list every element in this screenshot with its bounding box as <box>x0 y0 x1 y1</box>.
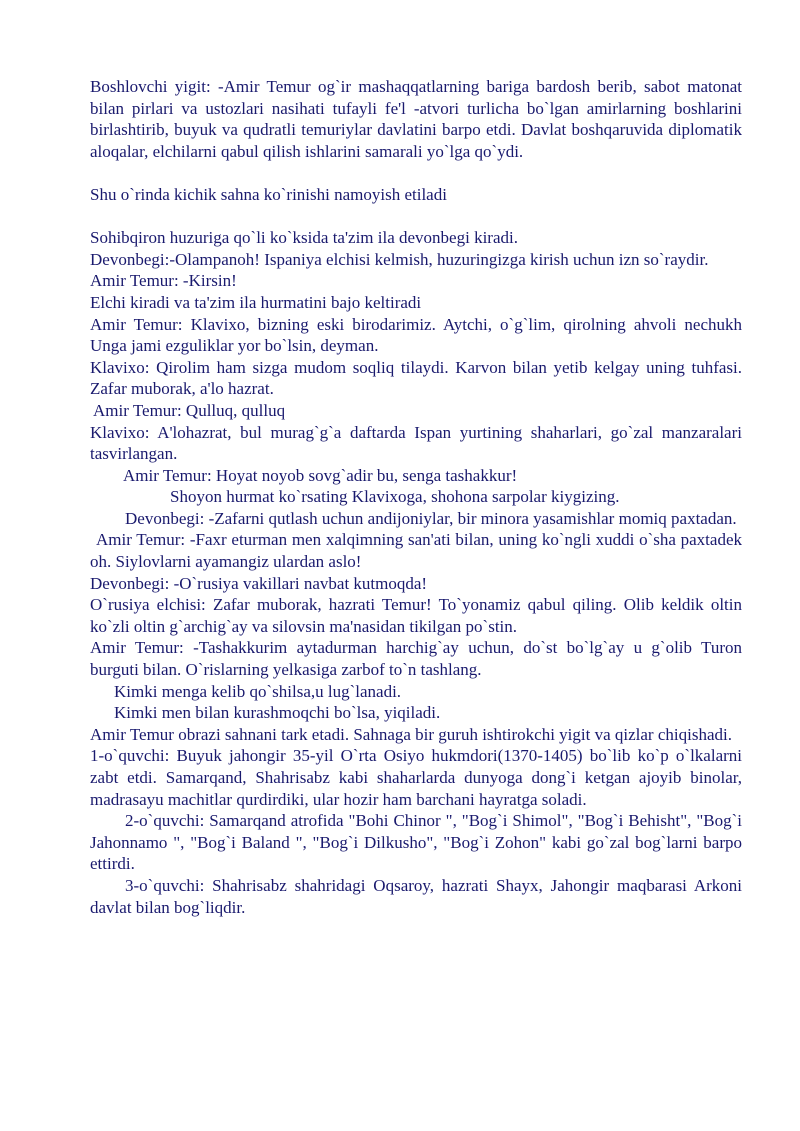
paragraph-dialogue <box>90 508 742 530</box>
spacer <box>90 162 742 184</box>
paragraph-scene-heading: Shu o`rinda kichik sahna ko`rinishi namoyish etiladi <box>90 184 447 204</box>
paragraph-stage-direction: Amir Temur obrazi sahnani tark etadi. Sahnaga bir guruh ishtirokchi yigit va qizlar chiqishadi. <box>90 724 732 744</box>
paragraph-dialogue: Shoyon hurmat ko`rsating Klavixoga, shohona sarpolar kiygizing. <box>170 487 620 507</box>
paragraph-dialogue: Klavixo: A'lohazrat, bul murag`g`a daftarda Ispan yurtining shaharlari, go`zal manzaralari tasvirlangan. <box>90 422 742 464</box>
paragraph-dialogue: Amir Temur: Qulluq, qulluq <box>93 400 286 420</box>
paragraph-text: 2-o`quvchi: Samarqand atrofida "Bohi Chinor ", "Bog`i Shimol", "Bog`i Behisht", "Bog`i Jahonnamo ", "Bog`i Baland ", "Bog`i Dilkusho", "Bog`i Zohon" kabi go`zal bog`larni barpo ettirdi. <box>90 811 742 874</box>
paragraph-stage-direction: Sohibqiron huzuriga qo`li ko`ksida ta'zim ila devonbegi kiradi. <box>90 228 518 248</box>
spacer <box>90 206 742 228</box>
paragraph-pupil-1: 1-o`quvchi: Buyuk jahongir 35-yil O`rta Osiyo hukmdori(1370-1405) bo`lib ko`p o`lkalarni zabt etdi. Samarqand, Shahrisabz kabi shaharlarda dunyoga dong`i ketgan ajoyib binolar, madrasayu machitlar qurdirdiki, ular hozir ham barchani hayratga soladi. <box>90 746 742 809</box>
paragraph-dialogue: Amir Temur: Klavixo, bizning eski birodarimiz. Aytchi, o`g`lim, qirolning ahvoli nechukh Unga jami ezguliklar yor bo`lsin, deyman. <box>90 314 742 356</box>
paragraph-dialogue: Devonbegi:-Olampanoh! Ispaniya elchisi kelmish, huzuringizga kirish uchun izn so`raydir. <box>90 249 709 269</box>
paragraph-pupil-3 <box>90 875 742 918</box>
paragraph-dialogue: O`rusiya elchisi: Zafar muborak, hazrati Temur! To`yonamiz qabul qiling. Olib keldik oltin ko`zli oltin g`archig`ay va silovsin ma'nasidan tikilgan po`stin. <box>90 595 742 636</box>
paragraph-dialogue: Devonbegi: -O`rusiya vakillari navbat kutmoqda! <box>90 573 428 593</box>
paragraph-intro: Boshlovchi yigit: -Amir Temur og`ir mashaqqatlarning bariga bardosh berib, sabot matonat bilan pirlari va ustozlari nasihati tufayli fe'l -atvori turlicha bo`lgan amirlarning boshlarini birlashtirib, buyuk va qudratli temuriylar davlatini barpo etdi. Davlat boshqaruvida diplomatik aloqalar, elchilarni qabul qilish ishlarini samarali yo`lga qo`ydi. <box>90 77 742 161</box>
paragraph-text: 3-o`quvchi: Shahrisabz shahridagi Oqsaroy, hazrati Shayx, Jahongir maqbarasi Arkoni davlat bilan bog`liqdir. <box>90 875 742 917</box>
paragraph-verse: Kimki men bilan kurashmoqchi bo`lsa, yiqiladi. <box>114 703 441 723</box>
paragraph-dialogue <box>90 529 742 572</box>
paragraph-verse: Kimki menga kelib qo`shilsa,u lug`lanadi. <box>114 681 402 701</box>
paragraph-stage-direction: Elchi kiradi va ta'zim ila hurmatini bajo keltiradi <box>90 292 422 312</box>
paragraph-dialogue: Klavixo: Qirolim ham sizga mudom soqliq tilaydi. Karvon bilan yetib kelgay uning tuhfasi. Zafar muborak, a'lo hazrat. <box>90 357 742 399</box>
document-body <box>90 76 742 918</box>
paragraph-dialogue: Amir Temur: Hoyat noyob sovg`adir bu, senga tashakkur! <box>123 465 518 485</box>
paragraph-dialogue: Amir Temur: -Tashakkurim aytadurman harchig`ay uchun, do`st bo`lg`ay u g`olib Turon burguti bilan. O`rislarning yelkasiga zarbof to`n tashlang. <box>90 638 742 680</box>
paragraph-text: Devonbegi: -Zafarni qutlash uchun andijoniylar, bir minora yasamishlar momiq paxtadan. <box>125 508 737 528</box>
paragraph-text: Amir Temur: -Faxr eturman men xalqimning san'ati bilan, uning ko`ngli xuddi o`sha paxtadek oh. Siylovlarni ayamangiz ulardan aslo! <box>90 530 742 572</box>
paragraph-dialogue: Amir Temur: -Kirsin! <box>90 271 237 291</box>
paragraph-pupil-2 <box>90 810 742 875</box>
